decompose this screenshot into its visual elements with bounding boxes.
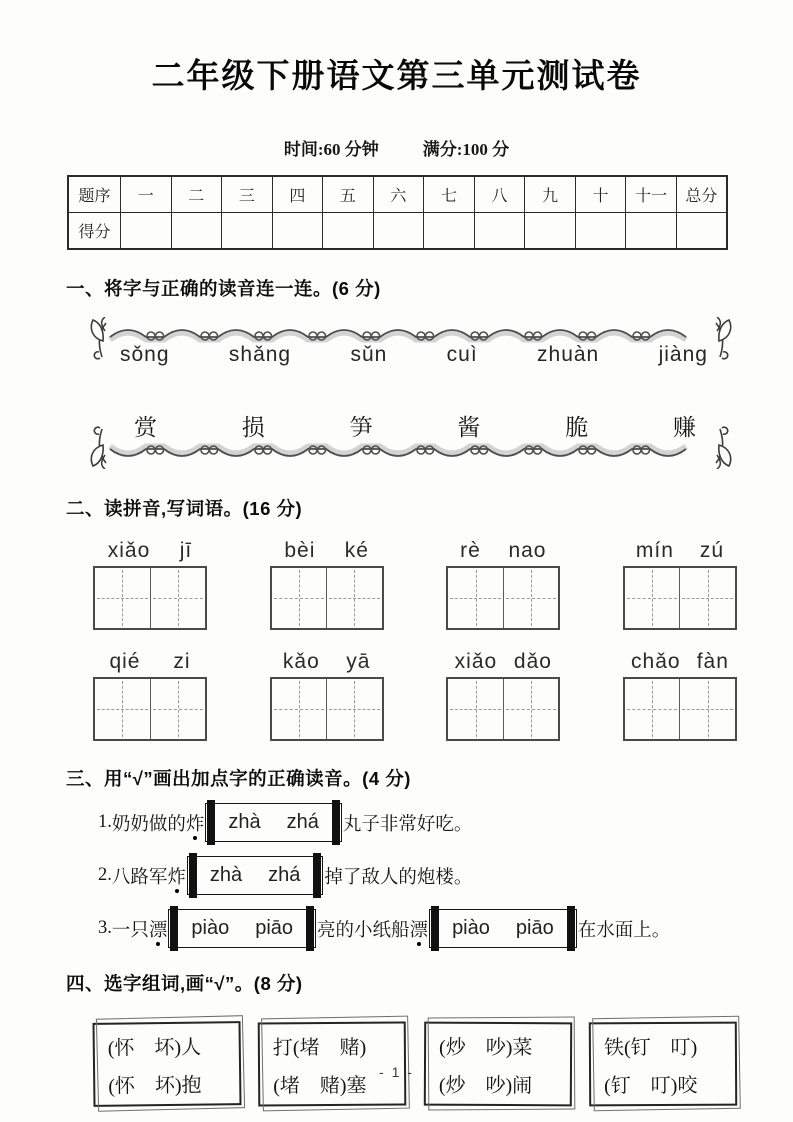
word-group bbox=[446, 646, 560, 741]
choice-line: (炒 吵)菜 bbox=[438, 1036, 533, 1059]
writing-cell bbox=[326, 568, 382, 628]
exam-full-score: 满分:100 分 bbox=[422, 140, 510, 159]
banner-character: 脆 bbox=[565, 415, 589, 440]
score-table-col: 五 bbox=[323, 176, 374, 213]
writing-grid bbox=[270, 677, 384, 741]
sentence-text: 八路军 bbox=[111, 867, 168, 888]
score-cell bbox=[272, 213, 323, 250]
question-item-2 bbox=[98, 854, 793, 897]
choice-pinyin: zhá bbox=[286, 811, 319, 833]
score-table-col: 十 bbox=[575, 176, 626, 213]
writing-cell bbox=[503, 679, 559, 739]
writing-grid bbox=[93, 677, 207, 741]
choice-line: 铁(钉 叮) bbox=[603, 1036, 698, 1059]
section2-heading: 二、读拼音,写词语。(16 分) bbox=[66, 498, 303, 519]
score-cell bbox=[373, 213, 424, 250]
item-number: 3. bbox=[98, 918, 112, 938]
sentence-text: 奶奶做的 bbox=[111, 814, 186, 835]
question-item-3 bbox=[98, 907, 793, 950]
score-table-header-row bbox=[68, 176, 727, 213]
choice-pinyin: piāo bbox=[255, 917, 294, 939]
writing-cell bbox=[95, 679, 150, 739]
grid-pinyin: fàn bbox=[696, 650, 729, 673]
banner-pinyin: zhuàn bbox=[537, 343, 600, 366]
sentence-text: 掉了敌人的炮楼。 bbox=[324, 867, 473, 888]
writing-cell bbox=[272, 679, 327, 739]
choice-pinyin: zhà bbox=[209, 864, 243, 886]
grid-pinyin: zi bbox=[173, 650, 191, 673]
banner-pinyin: cuì bbox=[446, 343, 478, 366]
score-table-col: 八 bbox=[474, 176, 525, 213]
grid-pinyin: kǎo bbox=[282, 650, 320, 673]
pronunciation-choice-box bbox=[205, 803, 342, 842]
section4-heading: 四、选字组词,画“√”。(8 分) bbox=[66, 973, 303, 994]
choice-pinyin: piāo bbox=[515, 917, 554, 939]
score-table-col: 九 bbox=[525, 176, 576, 213]
exam-info bbox=[0, 135, 793, 160]
writing-grid bbox=[623, 566, 737, 630]
banner-pinyin: sǔn bbox=[350, 343, 388, 366]
score-table-score-row bbox=[68, 213, 727, 250]
choice-line: (钉 叮)咬 bbox=[604, 1074, 698, 1097]
choice-line: (堵 赌)塞 bbox=[273, 1074, 367, 1097]
writing-cell bbox=[326, 679, 382, 739]
writing-cell bbox=[679, 568, 735, 628]
score-cell bbox=[222, 213, 273, 250]
writing-cell bbox=[272, 568, 327, 628]
writing-grid bbox=[270, 566, 384, 630]
pronunciation-choice-box bbox=[429, 909, 577, 948]
score-cell bbox=[171, 213, 222, 250]
banner-character: 赚 bbox=[672, 415, 696, 440]
choice-pinyin: piào bbox=[191, 917, 230, 939]
grid-pinyin: zú bbox=[699, 539, 724, 562]
score-table-col: 二 bbox=[171, 176, 222, 213]
word-group bbox=[623, 646, 737, 741]
writing-cell bbox=[679, 679, 735, 739]
vine-border-icon bbox=[86, 317, 736, 363]
grid-pinyin: rè bbox=[460, 539, 481, 562]
score-table-col: 六 bbox=[373, 176, 424, 213]
writing-cell bbox=[150, 568, 206, 628]
score-cell bbox=[424, 213, 475, 250]
score-table-col: 三 bbox=[222, 176, 273, 213]
banner-character: 损 bbox=[241, 415, 265, 440]
word-group bbox=[270, 646, 384, 741]
writing-cell bbox=[503, 568, 559, 628]
score-table-label-question-order: 题序 bbox=[68, 176, 121, 213]
question-item-1 bbox=[98, 801, 793, 844]
writing-cell bbox=[625, 568, 680, 628]
writing-grid bbox=[446, 566, 560, 630]
banner-pinyin: sǒng bbox=[120, 343, 170, 366]
grid-pinyin: bèi bbox=[284, 539, 316, 562]
writing-cell bbox=[448, 568, 503, 628]
banner-character: 酱 bbox=[457, 415, 481, 440]
choice-line: (怀 坏)抱 bbox=[108, 1074, 202, 1098]
writing-cell bbox=[448, 679, 503, 739]
pinyin-banner bbox=[86, 317, 736, 379]
choice-line: (怀 坏)人 bbox=[107, 1036, 202, 1060]
character-banner bbox=[86, 405, 736, 469]
writing-grid bbox=[93, 566, 207, 630]
word-group bbox=[93, 646, 207, 741]
sentence-text: 在水面上。 bbox=[577, 920, 671, 941]
score-table-col-total: 总分 bbox=[676, 176, 727, 213]
grid-pinyin: qié bbox=[109, 650, 141, 673]
grid-pinyin: yā bbox=[346, 650, 371, 673]
page-number: - 1 - bbox=[379, 1064, 414, 1080]
writing-grid bbox=[446, 677, 560, 741]
dotted-character: 漂 bbox=[410, 916, 429, 942]
sentence-text: 一只 bbox=[111, 920, 149, 941]
score-cell bbox=[474, 213, 525, 250]
writing-grid bbox=[623, 677, 737, 741]
score-table-label-score: 得分 bbox=[68, 213, 121, 250]
choice-pinyin: zhá bbox=[268, 864, 301, 886]
sentence-text: 亮的小纸船 bbox=[317, 920, 410, 941]
page-title: 二年级下册语文第三单元测试卷 bbox=[151, 57, 642, 94]
grid-pinyin: mín bbox=[635, 539, 674, 562]
banner-character: 赏 bbox=[134, 415, 157, 440]
score-cell-total bbox=[676, 213, 727, 250]
writing-grid-row-2 bbox=[93, 646, 737, 741]
score-cell bbox=[575, 213, 626, 250]
dotted-character: 漂 bbox=[149, 916, 168, 942]
score-table-col: 四 bbox=[272, 176, 323, 213]
section3-heading: 三、用“√”画出加点字的正确读音。(4 分) bbox=[66, 768, 411, 789]
item-number: 2. bbox=[98, 865, 112, 885]
banner-character: 笋 bbox=[349, 415, 373, 440]
choice-pinyin: zhà bbox=[228, 811, 261, 833]
score-table bbox=[67, 175, 728, 250]
writing-cell bbox=[95, 568, 150, 628]
pronunciation-choice-box bbox=[187, 856, 324, 895]
choice-line: (炒 吵)闹 bbox=[438, 1074, 532, 1097]
grid-pinyin: chǎo bbox=[631, 650, 681, 673]
choice-pinyin: piào bbox=[452, 917, 490, 939]
word-group bbox=[93, 535, 207, 630]
word-group bbox=[270, 535, 384, 630]
dotted-character: 炸 bbox=[167, 863, 186, 889]
banner-pinyin: shǎng bbox=[228, 343, 292, 366]
writing-cell bbox=[150, 679, 206, 739]
score-cell bbox=[626, 213, 677, 250]
writing-cell bbox=[625, 679, 680, 739]
pronunciation-choice-box bbox=[168, 909, 316, 948]
grid-pinyin: ké bbox=[344, 539, 369, 562]
section1-heading: 一、将字与正确的读音连一连。(6 分) bbox=[66, 278, 381, 299]
grid-pinyin: xiǎo bbox=[107, 539, 151, 562]
score-cell bbox=[121, 213, 172, 250]
score-cell bbox=[323, 213, 374, 250]
grid-pinyin: dǎo bbox=[513, 650, 552, 673]
vine-border-icon bbox=[86, 423, 736, 469]
word-group bbox=[623, 535, 737, 630]
score-table-col: 一 bbox=[121, 176, 172, 213]
item-number: 1. bbox=[98, 812, 112, 832]
writing-grid-row-1 bbox=[93, 535, 737, 630]
choice-line: 打(堵 赌) bbox=[273, 1036, 367, 1059]
banner-pinyin: jiàng bbox=[658, 343, 708, 366]
score-cell bbox=[525, 213, 576, 250]
grid-pinyin: nao bbox=[508, 539, 547, 562]
sentence-text: 丸子非常好吃。 bbox=[342, 814, 473, 835]
grid-pinyin: xiǎo bbox=[454, 650, 498, 673]
exam-time: 时间:60 分钟 bbox=[283, 140, 379, 159]
grid-pinyin: jī bbox=[179, 539, 193, 562]
score-table-col: 十一 bbox=[626, 176, 677, 213]
score-table-col: 七 bbox=[424, 176, 475, 213]
word-group bbox=[446, 535, 560, 630]
dotted-character: 炸 bbox=[186, 810, 205, 836]
